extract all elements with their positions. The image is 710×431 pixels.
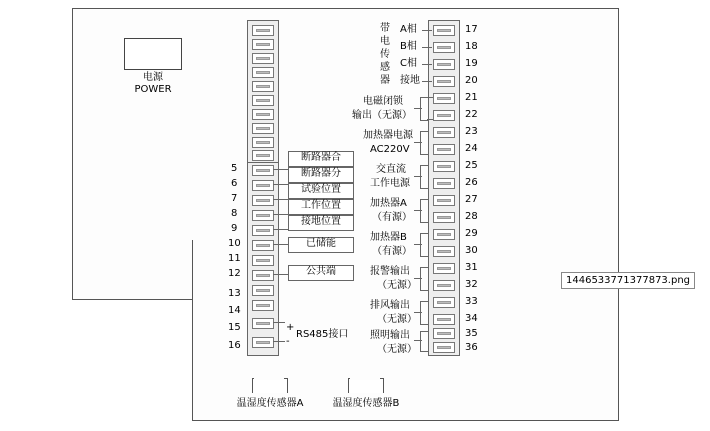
terminal-16[interactable] xyxy=(252,337,274,348)
sensor-a-label: 温湿度传感器A xyxy=(236,398,304,409)
fan-output-line1: 排风输出 xyxy=(370,300,410,311)
terminal-19[interactable] xyxy=(433,59,455,70)
heater-power-line2: AC220V xyxy=(370,144,410,155)
callout-energy-stored: 已储能 xyxy=(288,237,354,253)
terminal-5[interactable] xyxy=(252,165,274,176)
sensor-a-connector[interactable] xyxy=(252,378,288,393)
terminal-32[interactable] xyxy=(433,280,455,291)
light-output-line2: （无源） xyxy=(377,344,417,355)
terminal-10[interactable] xyxy=(252,240,274,251)
terminal-number-32: 32 xyxy=(465,279,478,290)
terminal-12[interactable] xyxy=(252,270,274,281)
terminal-number-34: 34 xyxy=(465,313,478,324)
terminal-25[interactable] xyxy=(433,161,455,172)
filename-tag: 1446533771377873.png xyxy=(561,272,695,289)
sensor-b-label: 温湿度传感器B xyxy=(332,398,400,409)
terminal-18[interactable] xyxy=(433,42,455,53)
terminal-15[interactable] xyxy=(252,318,274,329)
phase-c-label: C相 xyxy=(400,58,417,69)
terminal-34[interactable] xyxy=(433,314,455,325)
terminal-number-24: 24 xyxy=(465,143,478,154)
terminal-22[interactable] xyxy=(433,110,455,121)
terminal-23[interactable] xyxy=(433,127,455,138)
heater-power-line1: 加热器电源 xyxy=(363,130,413,141)
heater-a-line2: （有源） xyxy=(372,212,412,223)
terminal-number-23: 23 xyxy=(465,126,478,137)
terminal-27[interactable] xyxy=(433,195,455,206)
sensor-b-connector[interactable] xyxy=(348,378,384,393)
phase-b-label: B相 xyxy=(400,41,417,52)
terminal-13[interactable] xyxy=(252,285,274,296)
terminal-number-26: 26 xyxy=(465,177,478,188)
power-label-en: POWER xyxy=(134,84,172,95)
terminal-number-16: 16 xyxy=(228,340,241,351)
terminal-number-5: 5 xyxy=(231,163,238,174)
terminal-30[interactable] xyxy=(433,246,455,257)
fan-output-line2: （无源） xyxy=(377,314,417,325)
alarm-output-line1: 报警输出 xyxy=(370,266,410,277)
terminal-number-22: 22 xyxy=(465,109,478,120)
terminal-6[interactable] xyxy=(252,180,274,191)
heater-b-line2: （有源） xyxy=(372,246,412,257)
bracket-33-34 xyxy=(420,301,428,325)
terminal-36[interactable] xyxy=(433,342,455,353)
terminal-number-33: 33 xyxy=(465,296,478,307)
phase-a-label: A相 xyxy=(400,24,417,35)
heater-b-line1: 加热器B xyxy=(370,232,407,243)
bracket-23-24 xyxy=(420,131,428,155)
terminal-24[interactable] xyxy=(433,144,455,155)
terminal-number-17: 17 xyxy=(465,24,478,35)
terminal-number-7: 7 xyxy=(231,193,238,204)
callout-breaker-open: 断路器分 xyxy=(288,167,354,183)
alarm-output-line2: （无源） xyxy=(377,280,417,291)
callout-common-terminal: 公共端 xyxy=(288,265,354,281)
terminal-28[interactable] xyxy=(433,212,455,223)
charged-sensor-group-label: 带电传感器 xyxy=(380,23,390,86)
terminal-number-18: 18 xyxy=(465,41,478,52)
bracket-25-26 xyxy=(420,165,428,189)
callout-ground-position: 接地位置 xyxy=(288,215,354,231)
terminal-number-31: 31 xyxy=(465,262,478,273)
terminal-number-35: 35 xyxy=(465,328,478,339)
terminal-20[interactable] xyxy=(433,76,455,87)
terminal-number-12: 12 xyxy=(228,268,241,279)
mag-lock-line1: 电磁闭锁 xyxy=(363,96,403,107)
terminal-number-36: 36 xyxy=(465,342,478,353)
power-label-cn: 电源 xyxy=(143,72,163,83)
mag-lock-line2: 输出（无源） xyxy=(352,110,412,121)
terminal-number-29: 29 xyxy=(465,228,478,239)
terminal-17[interactable] xyxy=(433,25,455,36)
terminal-number-21: 21 xyxy=(465,92,478,103)
terminal-number-28: 28 xyxy=(465,211,478,222)
terminal-number-8: 8 xyxy=(231,208,238,219)
bracket-31-32 xyxy=(420,267,428,291)
terminal-9[interactable] xyxy=(252,225,274,236)
terminal-number-27: 27 xyxy=(465,194,478,205)
terminal-31[interactable] xyxy=(433,263,455,274)
bracket-29-30 xyxy=(420,233,428,257)
callout-work-position: 工作位置 xyxy=(288,199,354,215)
terminal-8[interactable] xyxy=(252,210,274,221)
callout-breaker-close: 断路器合 xyxy=(288,151,354,167)
callout-test-position: 试验位置 xyxy=(288,183,354,199)
terminal-21[interactable] xyxy=(433,93,455,104)
terminal-33[interactable] xyxy=(433,297,455,308)
terminal-number-10: 10 xyxy=(228,238,241,249)
rs485-plus: + xyxy=(286,322,295,333)
ac-dc-power-line2: 工作电源 xyxy=(370,178,410,189)
heater-a-line1: 加热器A xyxy=(370,198,407,209)
terminal-26[interactable] xyxy=(433,178,455,189)
terminal-35[interactable] xyxy=(433,328,455,339)
terminal-number-25: 25 xyxy=(465,160,478,171)
bracket-27-28 xyxy=(420,199,428,223)
terminal-11[interactable] xyxy=(252,255,274,266)
terminal-number-19: 19 xyxy=(465,58,478,69)
ac-dc-power-line1: 交直流 xyxy=(376,164,406,175)
terminal-number-9: 9 xyxy=(231,223,238,234)
terminal-14[interactable] xyxy=(252,300,274,311)
ground-label: 接地 xyxy=(400,75,420,86)
terminal-29[interactable] xyxy=(433,229,455,240)
terminal-number-15: 15 xyxy=(228,322,241,333)
terminal-number-30: 30 xyxy=(465,245,478,256)
terminal-number-11: 11 xyxy=(228,253,241,264)
rs485-label: RS485接口 xyxy=(296,329,349,340)
terminal-number-14: 14 xyxy=(228,305,241,316)
terminal-7[interactable] xyxy=(252,195,274,206)
rs485-minus: - xyxy=(286,336,290,347)
power-supply-box xyxy=(124,38,182,70)
terminal-number-20: 20 xyxy=(465,75,478,86)
bracket-21-22 xyxy=(420,97,428,121)
light-output-line1: 照明输出 xyxy=(370,330,410,341)
terminal-number-13: 13 xyxy=(228,288,241,299)
bracket-35-36 xyxy=(420,331,428,352)
terminal-number-6: 6 xyxy=(231,178,238,189)
